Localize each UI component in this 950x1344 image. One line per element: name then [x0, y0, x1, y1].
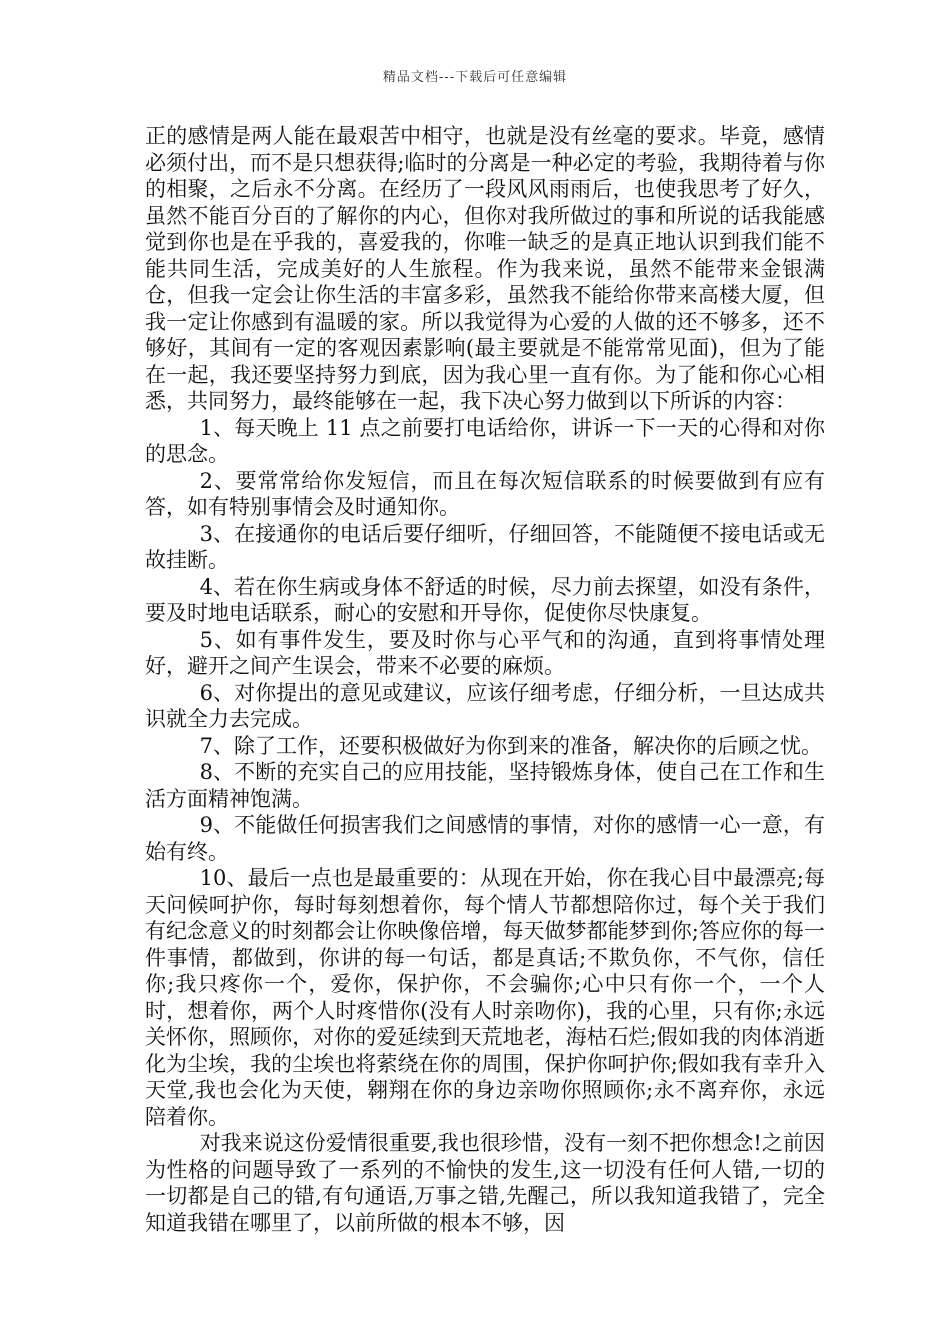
list-item-1: 1、每天晚上 11 点之前要打电话给你，讲诉一下一天的心得和对你的思念。: [145, 415, 825, 466]
list-item-8: 8、不断的充实自己的应用技能，坚持锻炼身体，使自己在工作和生活方面精神饱满。: [145, 760, 825, 811]
list-item-7: 7、除了工作，还要积极做好为你到来的准备，解决你的后顾之忧。: [199, 733, 822, 758]
document-body: [145, 123, 825, 1236]
closing-paragraph: 对我来说这份爱情很重要,我也很珍惜，没有一刻不把你想念!之前因为性格的问题导致了一系列的不愉快的发生,这一切没有任何人错,一切的一切都是自己的错,有句通语,万事之错,先醒己，所以我知道我错了，完全知道我错在哪里了，以前所做的根本不够，因: [145, 1131, 825, 1235]
list-item-5: 5、如有事件发生，要及时你与心平气和的沟通，直到将事情处理好，避开之间产生误会，带来不必要的麻烦。: [145, 627, 825, 678]
list-item-4: 4、若在你生病或身体不舒适的时候，尽力前去探望，如没有条件，要及时地电话联系，耐心的安慰和开导你，促使你尽快康复。: [145, 574, 825, 625]
list-item-6: 6、对你提出的意见或建议，应该仔细考虑，仔细分析，一旦达成共识就全力去完成。: [145, 680, 825, 731]
page-header: 精品文档---下载后可任意编辑: [382, 70, 568, 85]
list-item-10: 10、最后一点也是最重要的：从现在开始，你在我心目中最漂亮;每天问候呵护你，每时每刻想着你，每个情人节都想陪你过，每个关于我们有纪念意义的时刻都会让你映像倍增，每天做梦都能梦到你;答应你的每一件事情，都做到，你讲的每一句话，都是真话;不欺负你，不气你，信任你;我只疼你一个，爱你，保护你，不会骗你;心中只有你一个，一个人时，想着你，两个人时疼惜你(没有人时亲吻你)，我的心里，只有你;永远关怀你，照顾你，对你的爱延续到天荒地老，海枯石烂;假如我的肉体消逝化为尘埃，我的尘埃也将萦绕在你的周围，保护你呵护你;假如我有幸升入天堂,我也会化为天使，翱翔在你的身边亲吻你照顾你;永不离弃你，永远陪着你。: [145, 866, 825, 1129]
list-item-9: 9、不能做任何损害我们之间感情的事情，对你的感情一心一意，有始有终。: [145, 813, 825, 864]
list-item-3: 3、在接通你的电话后要仔细听，仔细回答，不能随便不接电话或无故挂断。: [145, 521, 825, 572]
list-item-2: 2、要常常给你发短信，而且在每次短信联系的时候要做到有应有答，如有特别事情会及时通知你。: [145, 468, 825, 519]
intro-paragraph: 正的感情是两人能在最艰苦中相守，也就是没有丝毫的要求。毕竟，感情必须付出，而不是只想获得;临时的分离是一种必定的考验，我期待着与你的相聚，之后永不分离。在经历了一段风风雨雨后，也使我思考了好久，虽然不能百分百的了解你的内心，但你对我所做过的事和所说的话我能感觉到你也是在乎我的，喜爱我的，你唯一缺乏的是真正地认识到我们能不能共同生活，完成美好的人生旅程。作为我来说，虽然不能带来金银满仓，但我一定会让你生活的丰富多彩，虽然我不能给你带来高楼大厦，但我一定让你感到有温暖的家。所以我觉得为心爱的人做的还不够多，还不够好，其间有一定的客观因素影响(最主要就是不能常常见面)，但为了能在一起，我还要坚持努力到底，因为我心里一直有你。为了能和你心心相悉，共同努力，最终能够在一起，我下决心努力做到以下所诉的内容：: [145, 124, 825, 413]
